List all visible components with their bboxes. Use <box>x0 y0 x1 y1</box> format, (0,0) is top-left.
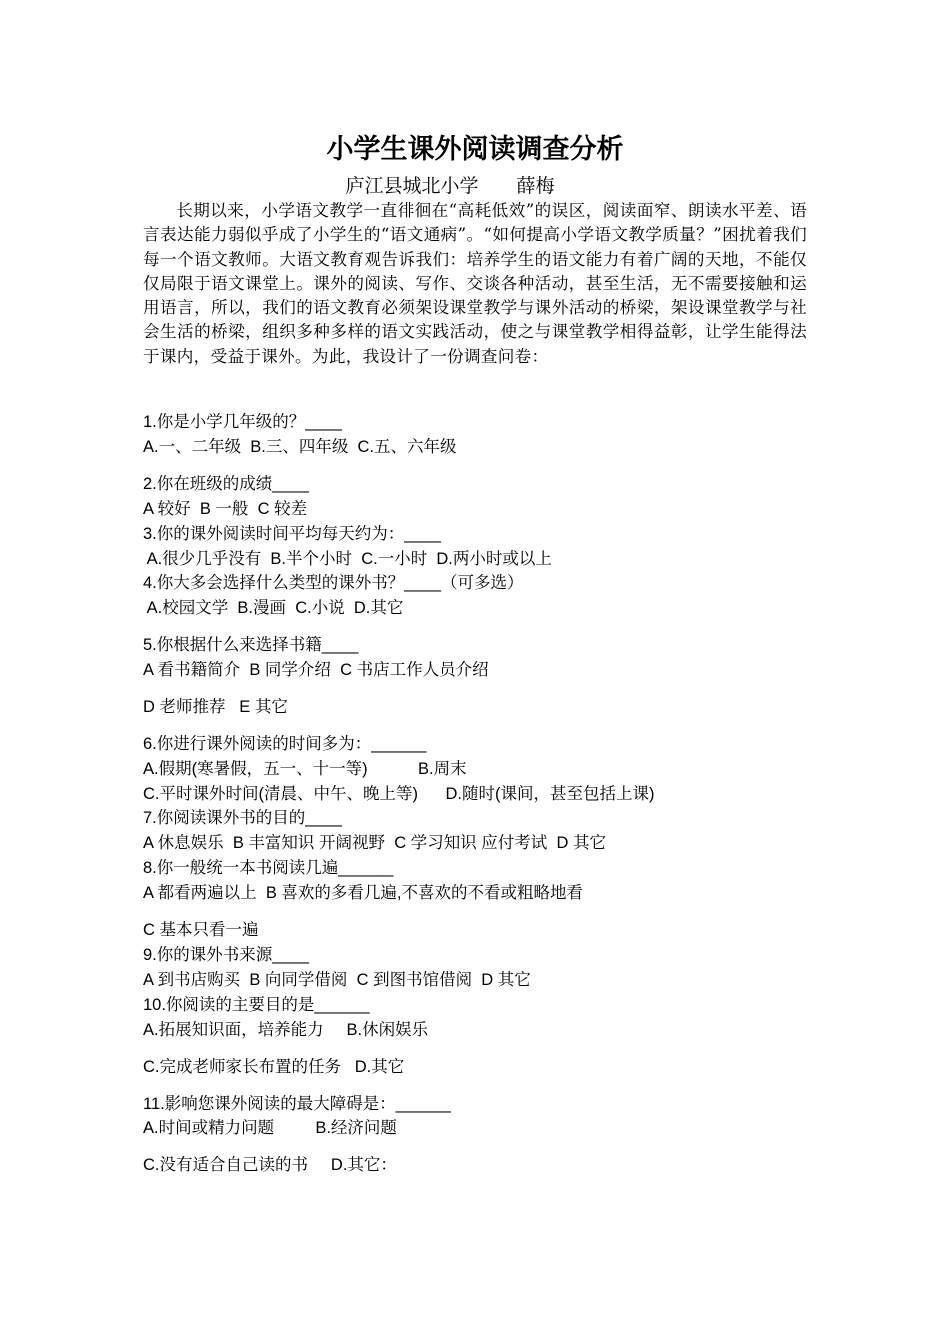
question-1: 1.你是小学几年级的？____ <box>143 413 342 431</box>
question-5-options-cont: D 老师推荐 E 其它 <box>143 698 288 716</box>
question-11: 11.影响您课外阅读的最大障碍是：______ <box>143 1095 451 1113</box>
question-1-options: A.一、二年级 B.三、四年级 C.五、六年级 <box>143 438 457 456</box>
question-4: 4.你大多会选择什么类型的课外书？____（可多选） <box>143 574 524 592</box>
question-5-options: A 看书籍简介 B 同学介绍 C 书店工作人员介绍 <box>143 661 489 679</box>
question-10-options-ab: A.拓展知识面，培养能力 B.休闲娱乐 <box>143 1021 429 1039</box>
question-3-options: A.很少几乎没有 B.半个小时 C.一小时 D.两小时或以上 <box>143 550 552 568</box>
question-11-options-ab: A.时间或精力问题 B.经济问题 <box>143 1119 397 1137</box>
question-7: 7.你阅读课外书的目的____ <box>143 809 342 827</box>
question-7-options: A 休息娱乐 B 丰富知识 开阔视野 C 学习知识 应付考试 D 其它 <box>143 834 606 852</box>
question-6-options-cd: C.平时课外时间(清晨、中午、晚上等) D.随时(课间，甚至包括上课) <box>143 785 655 803</box>
question-6-options-ab: A.假期(寒暑假，五一、十一等) B.周末 <box>143 760 467 778</box>
question-4-options: A.校园文学 B.漫画 C.小说 D.其它 <box>143 599 404 617</box>
question-9: 9.你的课外书来源____ <box>143 946 309 964</box>
question-8-options: A 都看两遍以上 B 喜欢的多看几遍,不喜欢的不看或粗略地看 <box>143 884 584 902</box>
question-6: 6.你进行课外阅读的时间多为：______ <box>143 735 427 753</box>
question-9-options: A 到书店购买 B 向同学借阅 C 到图书馆借阅 D 其它 <box>143 971 531 989</box>
question-3: 3.你的课外阅读时间平均每天约为：____ <box>143 525 441 543</box>
question-2-options: A 较好 B 一般 C 较差 <box>143 500 308 518</box>
document-title: 小学生课外阅读调查分析 <box>326 134 624 165</box>
question-2: 2.你在班级的成绩____ <box>143 475 309 493</box>
question-5: 5.你根据什么来选择书籍____ <box>143 636 359 654</box>
question-8-options-cont: C 基本只看一遍 <box>143 921 259 939</box>
question-10: 10.你阅读的主要目的是______ <box>143 996 370 1014</box>
question-10-options-cd: C.完成老师家长布置的任务 D.其它 <box>143 1058 405 1076</box>
question-8: 8.你一般统一本书阅读几遍______ <box>143 859 394 877</box>
question-11-options-cd: C.没有适合自己读的书 D.其它： <box>143 1156 397 1174</box>
intro-paragraph: 长期以来，小学语文教学一直徘徊在“高耗低效”的误区，阅读面窄、朗读水平差、语言表达能力弱似乎成了小学生的“语文通病”。“如何提高小学语文教学质量？”困扰着我们每一个语文教师。大语文教育观告诉我们：培养学生的语文能力有着广阔的天地，不能仅仅局限于语文课堂上。课外的阅读、写作、交谈各种活动，甚至生活，无不需要接触和运用语言，所以，我们的语文教育必须架设课堂教学与课外活动的桥梁，架设课堂教学与社会生活的桥梁，组织多种多样的语文实践活动，使之与课堂教学相得益彰，让学生能得法于课内，受益于课外。为此，我设计了一份调查问卷： <box>143 201 807 366</box>
author-line: 庐江县城北小学 薛梅 <box>345 175 555 197</box>
